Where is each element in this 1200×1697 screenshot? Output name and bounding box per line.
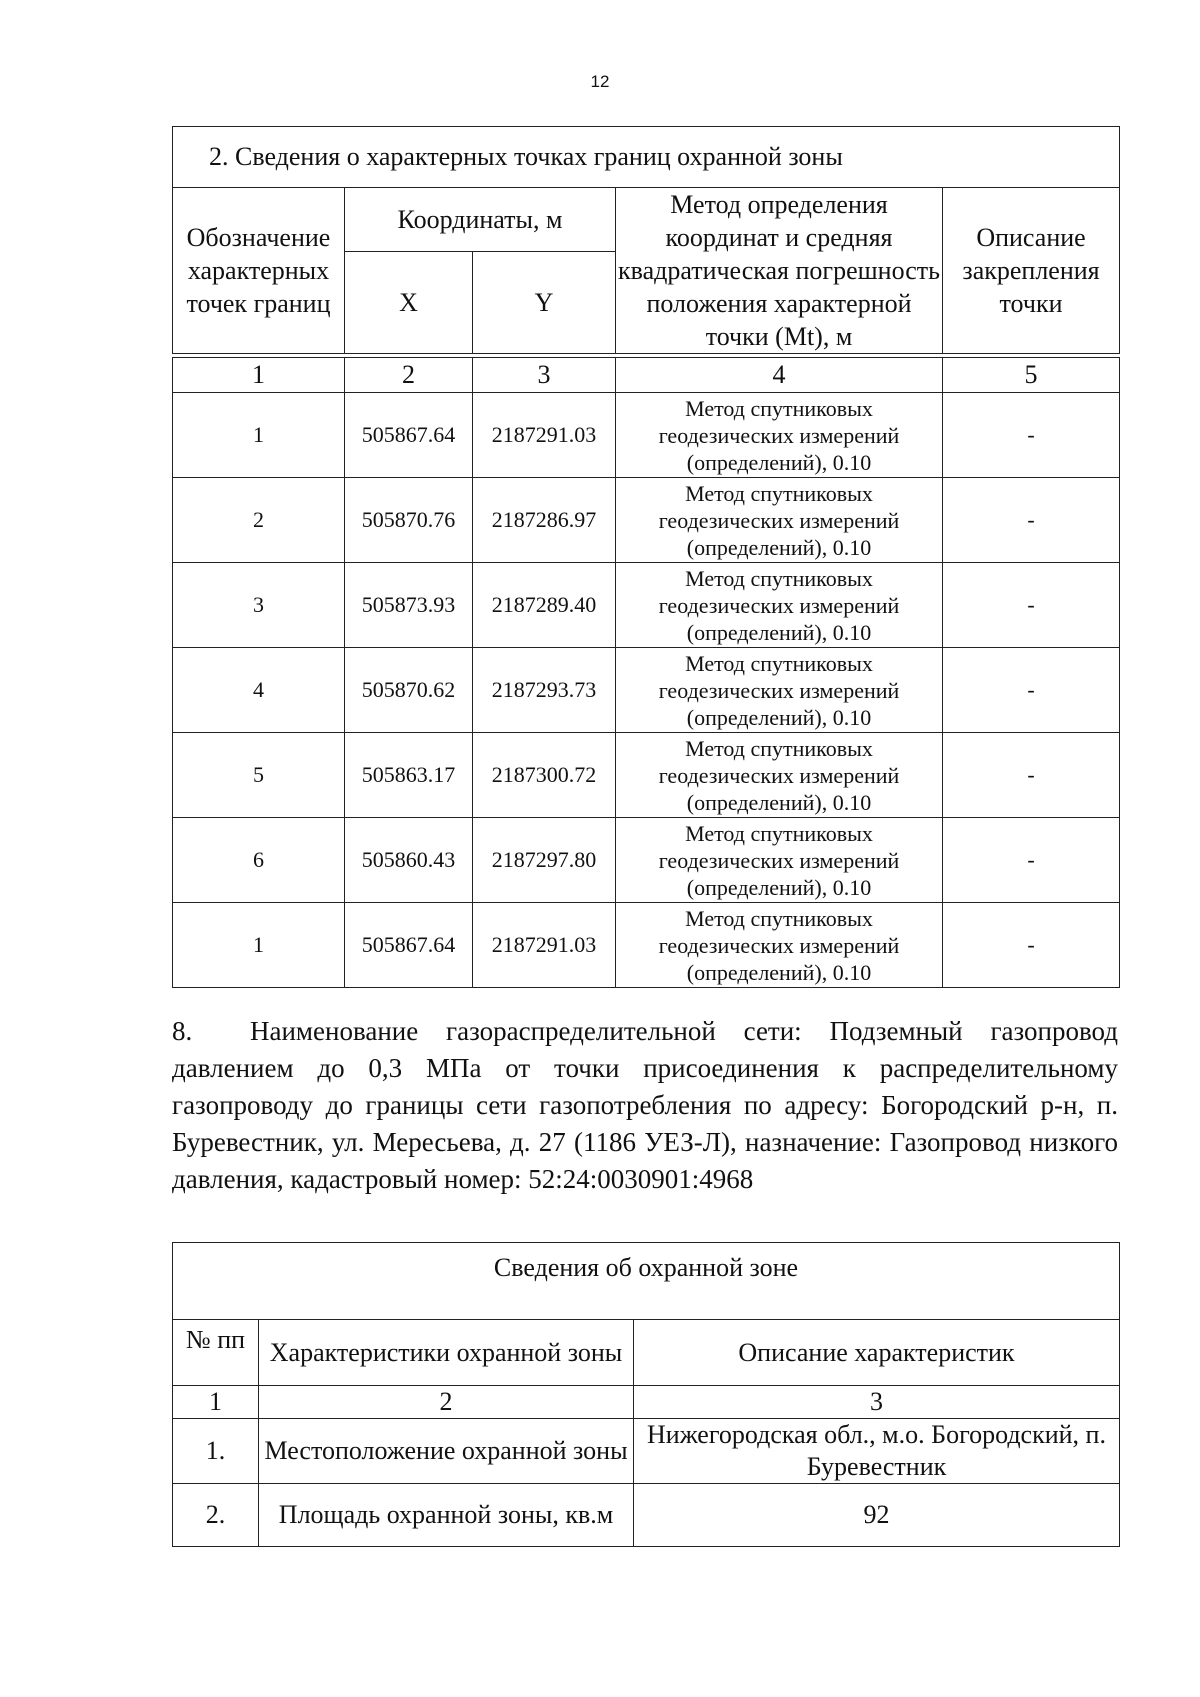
table-row — [173, 478, 1120, 563]
header-designation: Обозначение характерных точек границ — [173, 188, 345, 354]
paragraph-number: 8. — [172, 1016, 193, 1046]
description-cell: - — [943, 393, 1120, 478]
description-cell: - — [943, 818, 1120, 903]
network-description-paragraph — [172, 1013, 1118, 1198]
table-row — [173, 1484, 1120, 1547]
description-cell: - — [943, 903, 1120, 988]
row-number: 1. — [173, 1419, 259, 1484]
column-number-row — [173, 1386, 1120, 1419]
column-number: 1 — [173, 358, 345, 393]
column-number: 3 — [473, 358, 616, 393]
column-number: 2 — [259, 1386, 634, 1419]
paragraph-text: Наименование газораспределительной сети: Подземный газопровод давлением до 0,3 МПа от точки присоединения к распределительному газопроводу до границы сети газопотребления по адресу: Богородский р-н, п. Буревестник, ул. Мересьева, д. 27 (1186 УЕЗ-Л), назначение: Газопровод низкого давления, кадастровый номер: 52:24:0030901:4968 — [172, 1016, 1118, 1194]
header-number: № пп — [173, 1320, 259, 1386]
coord-x: 505873.93 — [345, 563, 473, 648]
table-row — [173, 818, 1120, 903]
header-coordinates: Координаты, м — [345, 188, 616, 252]
coord-x: 505870.62 — [345, 648, 473, 733]
method-cell: Метод спутниковых геодезических измерений (определений), 0.10 — [616, 733, 943, 818]
column-number: 3 — [634, 1386, 1120, 1419]
coord-y: 2187293.73 — [473, 648, 616, 733]
coord-x: 505867.64 — [345, 393, 473, 478]
table-row — [173, 393, 1120, 478]
table-row — [173, 563, 1120, 648]
method-cell: Метод спутниковых геодезических измерений (определений), 0.10 — [616, 648, 943, 733]
coord-x: 505867.64 — [345, 903, 473, 988]
characteristic-cell: Площадь охранной зоны, кв.м — [259, 1484, 634, 1547]
column-number-row — [173, 358, 1120, 393]
table-row — [173, 903, 1120, 988]
boundary-points-table-title: 2. Сведения о характерных точках границ охранной зоны — [173, 127, 1120, 188]
point-id: 6 — [173, 818, 345, 903]
header-y: Y — [473, 251, 616, 353]
header-description: Описание характеристик — [634, 1320, 1120, 1386]
coord-x: 505860.43 — [345, 818, 473, 903]
page-number: 12 — [590, 72, 610, 91]
coord-y: 2187286.97 — [473, 478, 616, 563]
header-method: Метод определения координат и средняя квадратическая погрешность положения характерной точки (Mt), м — [616, 188, 943, 354]
point-id: 4 — [173, 648, 345, 733]
characteristic-description-cell: 92 — [634, 1484, 1120, 1547]
description-cell: - — [943, 733, 1120, 818]
method-cell: Метод спутниковых геодезических измерений (определений), 0.10 — [616, 818, 943, 903]
table-row — [173, 648, 1120, 733]
column-number: 2 — [345, 358, 473, 393]
point-id: 1 — [173, 393, 345, 478]
characteristic-cell: Местоположение охранной зоны — [259, 1419, 634, 1484]
table-row — [173, 1419, 1120, 1484]
description-cell: - — [943, 478, 1120, 563]
coord-x: 505870.76 — [345, 478, 473, 563]
description-cell: - — [943, 563, 1120, 648]
coord-y: 2187289.40 — [473, 563, 616, 648]
header-description: Описание закрепления точки — [943, 188, 1120, 354]
method-cell: Метод спутниковых геодезических измерений (определений), 0.10 — [616, 563, 943, 648]
protection-zone-table — [172, 1242, 1120, 1547]
method-cell: Метод спутниковых геодезических измерений (определений), 0.10 — [616, 478, 943, 563]
table-row — [173, 733, 1120, 818]
coord-y: 2187291.03 — [473, 903, 616, 988]
point-id: 1 — [173, 903, 345, 988]
coord-y: 2187297.80 — [473, 818, 616, 903]
column-number: 1 — [173, 1386, 259, 1419]
column-number: 5 — [943, 358, 1120, 393]
boundary-points-table — [172, 126, 1120, 988]
method-cell: Метод спутниковых геодезических измерений (определений), 0.10 — [616, 903, 943, 988]
header-x: X — [345, 251, 473, 353]
characteristic-description-cell: Нижегородская обл., м.о. Богородский, п. Буревестник — [634, 1419, 1120, 1484]
coord-y: 2187291.03 — [473, 393, 616, 478]
method-cell: Метод спутниковых геодезических измерений (определений), 0.10 — [616, 393, 943, 478]
description-cell: - — [943, 648, 1120, 733]
coord-x: 505863.17 — [345, 733, 473, 818]
row-number: 2. — [173, 1484, 259, 1547]
point-id: 5 — [173, 733, 345, 818]
point-id: 2 — [173, 478, 345, 563]
column-number: 4 — [616, 358, 943, 393]
protection-zone-table-title: Сведения об охранной зоне — [173, 1243, 1120, 1320]
coord-y: 2187300.72 — [473, 733, 616, 818]
header-characteristic: Характеристики охранной зоны — [259, 1320, 634, 1386]
point-id: 3 — [173, 563, 345, 648]
